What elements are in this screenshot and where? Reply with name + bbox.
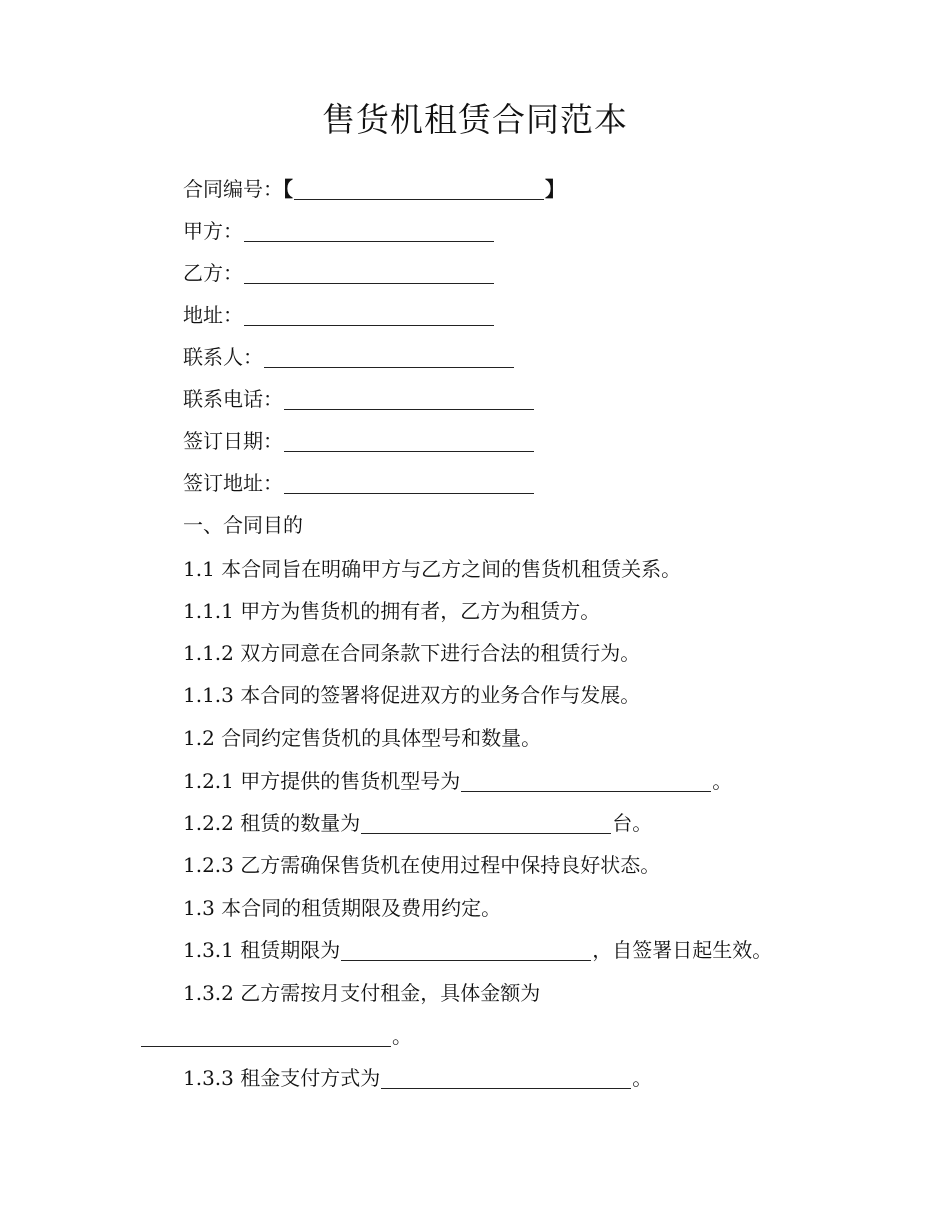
contact-blank [264,347,514,368]
clause-1-3-3-text: 1.3.3 租金支付方式为 [183,1066,381,1090]
clause-1-2-1 [183,767,732,795]
address-blank [244,305,494,326]
phone-blank [284,389,534,410]
party-b-row [183,259,495,287]
clause-1-1-3: 1.1.3 本合同的签署将促进双方的业务合作与发展。 [183,683,641,707]
clause-1-3-3 [183,1064,652,1092]
clause-1-2: 1.2 合同约定售货机的具体型号和数量。 [183,726,542,750]
contract-number-blank [294,179,544,200]
sign-date-label: 签订日期： [183,429,283,453]
party-b-blank [244,263,494,284]
lease-term-blank [341,940,591,961]
clause-1-2-1-text: 1.2.1 甲方提供的售货机型号为 [183,769,461,793]
clause-1-2-2-text: 1.2.2 租赁的数量为 [183,811,361,835]
party-a-row [183,217,495,245]
section-heading: 一、合同目的 [183,513,303,537]
sign-place-row [183,469,535,497]
clause-1-1: 1.1 本合同旨在明确甲方与乙方之间的售货机租赁关系。 [183,557,682,581]
payment-method-blank [381,1068,631,1089]
clause-1-3-1-text: 1.3.1 租赁期限为 [183,938,341,962]
contact-label: 联系人： [183,345,263,369]
clause-1-2-1-end: 。 [712,769,733,793]
contact-row [183,343,515,371]
party-a-blank [244,221,494,242]
clause-1-1-1: 1.1.1 甲方为售货机的拥有者，乙方为租赁方。 [183,599,601,623]
clause-1-3-1 [183,936,772,964]
clause-1-3: 1.3 本合同的租赁期限及费用约定。 [183,896,502,920]
sign-place-label: 签订地址： [183,471,283,495]
contract-number-row [183,175,565,203]
clause-1-2-2 [183,809,652,837]
address-row [183,301,495,329]
phone-label: 联系电话： [183,387,283,411]
party-a-label: 甲方： [183,219,243,243]
clause-1-3-3-end: 。 [632,1066,653,1090]
sign-place-blank [284,473,534,494]
page-title: 售货机租赁合同范本 [322,100,628,139]
clause-1-3-2-end: 。 [392,1024,412,1048]
clause-1-3-2: 1.3.2 乙方需按月支付租金，具体金额为 [183,981,541,1005]
clause-1-3-2-continued [140,1022,412,1050]
address-label: 地址： [183,303,243,327]
clause-1-3-1-end: ，自签署日起生效。 [592,938,773,962]
bracket-close: 】 [545,177,565,201]
clause-1-2-3: 1.2.3 乙方需确保售货机在使用过程中保持良好状态。 [183,853,661,877]
rent-amount-blank [141,1026,391,1047]
party-b-label: 乙方： [183,261,243,285]
phone-row [183,385,535,413]
model-blank [461,771,711,792]
clause-1-2-2-end: 台。 [612,811,653,835]
sign-date-row [183,427,535,455]
contract-number-label: 合同编号： [183,177,283,201]
clause-1-1-2: 1.1.2 双方同意在合同条款下进行合法的租赁行为。 [183,641,641,665]
quantity-blank [361,813,611,834]
bracket-open: 【 [283,177,293,201]
sign-date-blank [284,431,534,452]
